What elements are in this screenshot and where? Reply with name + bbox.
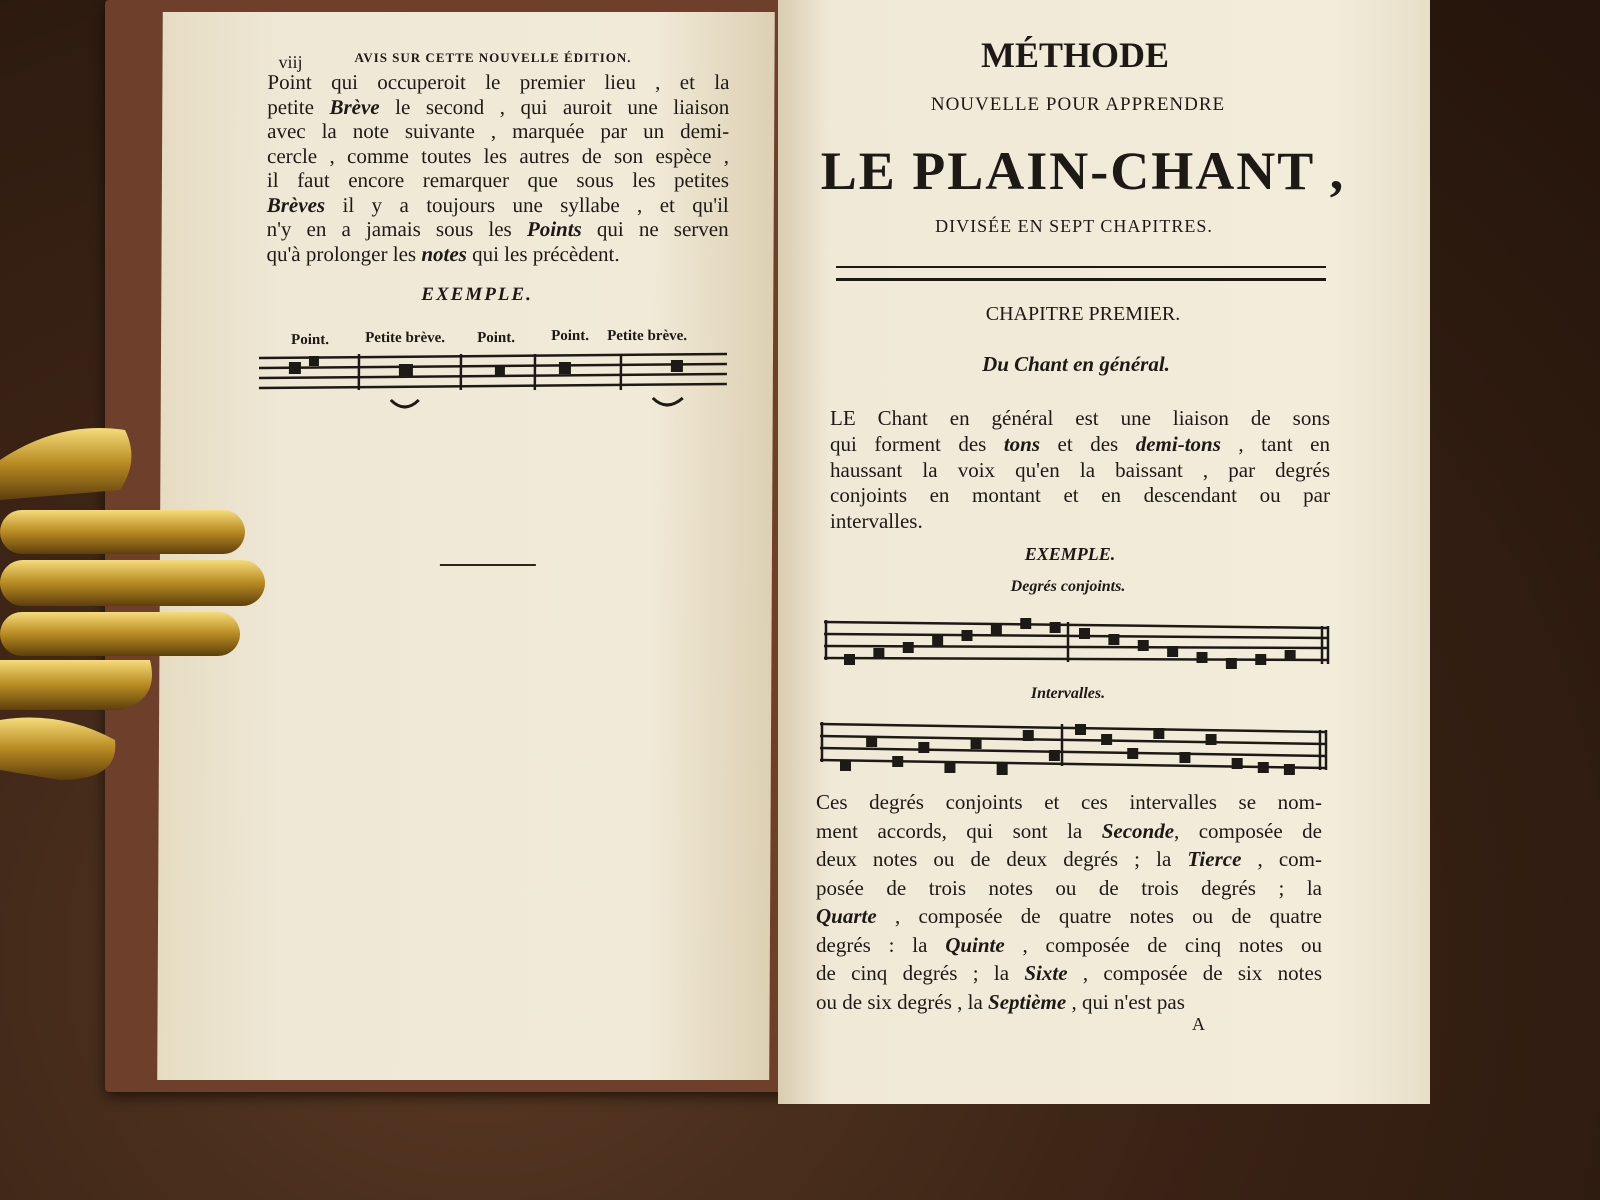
chapter-heading: CHAPITRE PREMIER. [985, 303, 1181, 325]
main-title: LE PLAIN-CHANT , [820, 141, 1346, 201]
staff-label: Petite brève. [607, 328, 688, 344]
text-segment: il faut encore remarquer que sous les petites [266, 168, 729, 192]
text-line [266, 192, 729, 217]
staff-label: Point. [477, 330, 516, 346]
note-mark [840, 760, 851, 771]
double-rule [836, 266, 1326, 268]
italic-term: Tierce [1187, 847, 1242, 871]
text-line [816, 906, 1322, 927]
note-mark [918, 742, 929, 753]
subtitle: NOUVELLE POUR APPRENDRE [930, 94, 1226, 115]
text-line [816, 849, 1322, 870]
italic-term: demi-tons [1135, 431, 1221, 456]
text-segment: qu'à prolonger les [266, 241, 422, 266]
note-mark [1179, 752, 1190, 763]
music-staff-degres [824, 614, 1330, 680]
note-mark [944, 762, 955, 773]
text-segment: cercle , comme toutes les autres de son espèce , [266, 143, 730, 168]
note-mark [1108, 634, 1119, 645]
note-mark [932, 636, 943, 647]
text-line [267, 94, 730, 119]
text-line [267, 121, 729, 142]
text-segment: , composée de [1174, 818, 1322, 843]
note-mark [1138, 640, 1149, 651]
text-line [830, 431, 1330, 456]
text-line [266, 241, 728, 266]
music-staff [259, 352, 729, 422]
note-mark [1049, 750, 1060, 761]
text-segment: n'y en a jamais sous les [266, 217, 527, 241]
text-segment: degrés : la [816, 932, 946, 957]
text-segment: il y a toujours une syllabe , et qu'il [325, 192, 729, 217]
text-line [816, 875, 1322, 900]
note-mark [1284, 764, 1295, 775]
italic-term: Points [526, 217, 582, 241]
text-segment: intervalles. [830, 509, 923, 534]
italic-term: Septième [988, 989, 1067, 1014]
note-mark [1226, 658, 1237, 669]
text-segment: et des [1040, 431, 1136, 456]
note-mark [1023, 730, 1034, 741]
text-segment: qui forment des [830, 431, 1004, 456]
text-line [830, 485, 1330, 506]
text-segment: , com- [1241, 847, 1322, 871]
text-line [816, 818, 1322, 843]
text-line [816, 989, 1322, 1014]
note-mark [844, 654, 855, 665]
text-line [267, 72, 729, 93]
text-segment: LE Chant en général est une liaison de sons [830, 406, 1330, 430]
text-segment: deux notes ou de deux degrés ; la [816, 847, 1188, 871]
signature-mark: A [1192, 1014, 1205, 1034]
note-mark [1075, 724, 1086, 735]
note-mark [1258, 762, 1269, 773]
italic-term: Brève [329, 94, 380, 119]
italic-term: Quinte [945, 932, 1005, 957]
text-line [816, 963, 1322, 984]
text-segment: Ces degrés conjoints et ces intervalles se nom- [816, 790, 1322, 814]
divider-rule [440, 564, 536, 566]
music-staff-intervalles [820, 716, 1328, 786]
brass-hand-page-holder [0, 420, 270, 790]
double-rule [836, 278, 1326, 281]
italic-term: Seconde [1101, 818, 1175, 843]
note-mark [962, 630, 973, 641]
text-line [830, 511, 1330, 532]
running-head: AVIS SUR CETTE NOUVELLE ÉDITION. [354, 50, 632, 65]
note-mark [1167, 646, 1178, 657]
italic-term: notes [421, 241, 467, 266]
italic-term: Sixte [1024, 961, 1068, 985]
note-mark [1206, 734, 1217, 745]
note-mark [1255, 654, 1266, 665]
note-mark [1197, 652, 1208, 663]
text-segment: ou de six degrés , la [816, 989, 989, 1014]
text-segment: , composée de cinq notes ou [1004, 932, 1322, 957]
example-heading: EXEMPLE. [1024, 544, 1116, 564]
example-heading: EXEMPLE. [421, 284, 533, 305]
note-mark [971, 738, 982, 749]
note-mark [1285, 650, 1296, 661]
text-line [267, 170, 729, 191]
staff-label: Petite brève. [365, 330, 446, 346]
text-line [267, 219, 729, 240]
italic-term: Quarte [816, 904, 877, 928]
italic-term: Brèves [266, 192, 326, 217]
text-line [266, 143, 730, 168]
text-line [830, 408, 1330, 429]
text-segment: petite [267, 94, 330, 119]
text-line [830, 457, 1330, 482]
text-segment: de cinq degrés ; la [816, 961, 1025, 985]
right-page [778, 0, 1430, 1104]
title: MÉTHODE [980, 35, 1170, 75]
text-line [816, 932, 1322, 957]
note-mark [1232, 758, 1243, 769]
text-segment: , tant en [1220, 431, 1330, 456]
page-number: viij [278, 52, 303, 72]
text-segment: , composée de six notes [1067, 961, 1322, 985]
text-segment: qui les précèdent. [466, 241, 620, 266]
staff-label: Intervalles. [1030, 685, 1106, 702]
note-mark [1101, 734, 1112, 745]
text-line [816, 792, 1322, 813]
staff-label: Point. [291, 332, 330, 348]
division-line: DIVISÉE EN SEPT CHAPITRES. [935, 216, 1213, 236]
italic-term: tons [1003, 431, 1041, 456]
text-segment: qui ne serven [581, 217, 729, 241]
text-segment: , composée de quatre notes ou de quatre [876, 904, 1322, 928]
note-mark [903, 642, 914, 653]
chapter-subtitle: Du Chant en général. [982, 352, 1170, 376]
note-mark [1127, 748, 1138, 759]
text-segment: , qui n'est pas [1066, 989, 1185, 1014]
note-mark [873, 648, 884, 659]
text-segment: Point qui occuperoit le premier lieu , et la [267, 70, 730, 94]
text-segment: avec la note suivante , marquée par un demi- [267, 119, 730, 143]
note-mark [1079, 628, 1090, 639]
note-mark [997, 764, 1008, 775]
note-mark [1153, 728, 1164, 739]
note-mark [1020, 618, 1031, 629]
note-mark [991, 624, 1002, 635]
text-segment: le second , qui auroit une liaison [379, 94, 730, 119]
text-segment: haussant la voix qu'en la baissant , par degrés [830, 457, 1330, 482]
text-segment: posée de trois notes ou de trois degrés ; la [816, 875, 1322, 900]
note-mark [866, 736, 877, 747]
text-segment: ment accords, qui sont la [816, 818, 1102, 843]
staff-label: Degrés conjoints. [1010, 578, 1126, 595]
text-segment: conjoints en montant et en descendant ou par [830, 483, 1330, 508]
note-mark [1050, 622, 1061, 633]
staff-label: Point. [551, 328, 590, 344]
note-mark [892, 756, 903, 767]
